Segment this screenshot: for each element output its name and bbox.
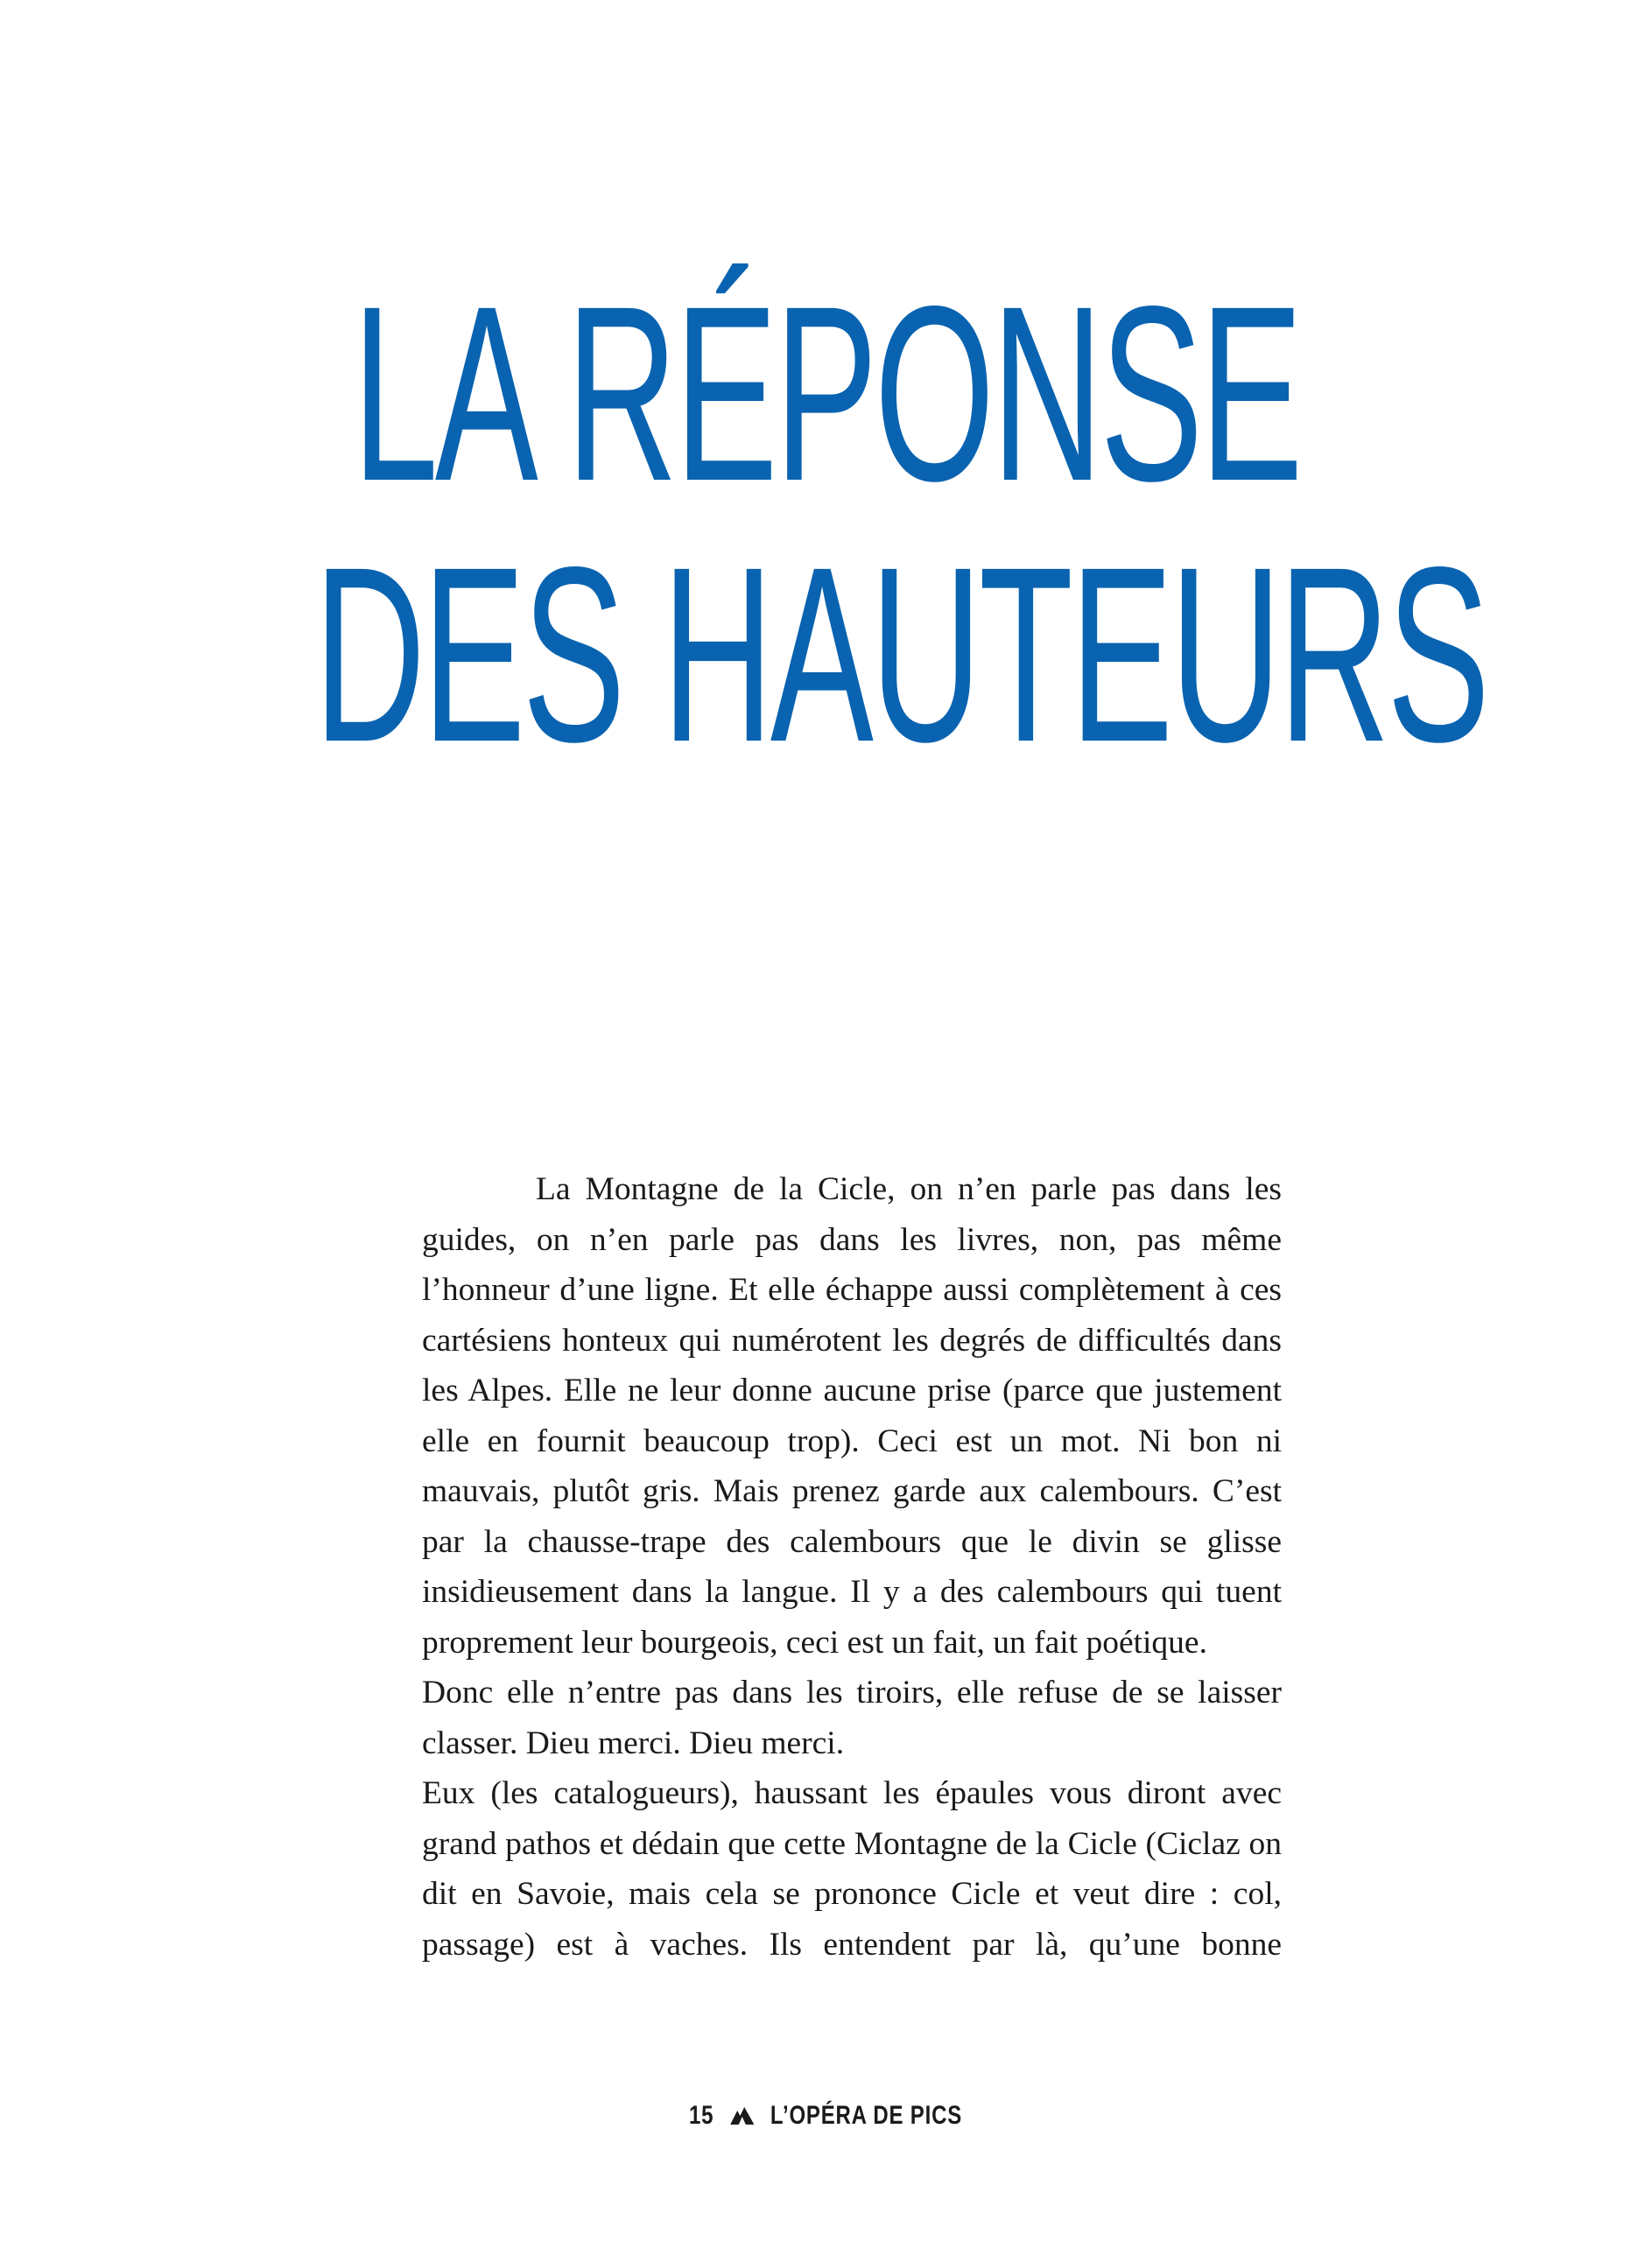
chapter-title-line-2: DES HAUTEURS [313,516,1487,794]
paragraph-2: Donc elle n’entre pas dans les tiroirs, elle refuse de se laisser classer. Dieu merci. Dieu merci. [422,1675,1282,1761]
book-title: L’OPÉRA DE PICS [770,2101,963,2130]
page-footer [0,2101,1652,2132]
chapter-title-line-1: LA RÉPONSE [352,255,1300,533]
mountain-icon [730,2102,754,2132]
paragraph-3: Eux (les catalogueurs), haussant les épaules vous diront avec grand pathos et dédain que cette Montagne de la Cicle (Ciclaz on dit en Savoie, mais cela se prononce Cicle et veut dire : col, passage) est à vaches. Ils entendent par là, qu’une bonne [422,1775,1282,1963]
paragraph-1: La Montagne de la Cicle, on n’en parle pas dans les guides, on n’en parle pas dans les livres, non, pas même l’honneur d’une ligne. Et elle échappe aussi complètement à ces cartésiens honteux qui numérotent les degrés de difficultés dans les Alpes. Elle ne leur donne aucune prise (parce que justement elle en fournit beaucoup trop). Ceci est un mot. Ni bon ni mauvais, plutôt gris. Mais prenez garde aux calembours. C’est par la chausse-trape des calembours que le divin se glisse insidieusement dans la langue. Il y a des calembours qui tuent proprement leur bourgeois, ceci est un fait, un fait poétique. [422,1171,1282,1661]
body-text [422,1164,1282,1970]
page-number: 15 [689,2101,714,2130]
